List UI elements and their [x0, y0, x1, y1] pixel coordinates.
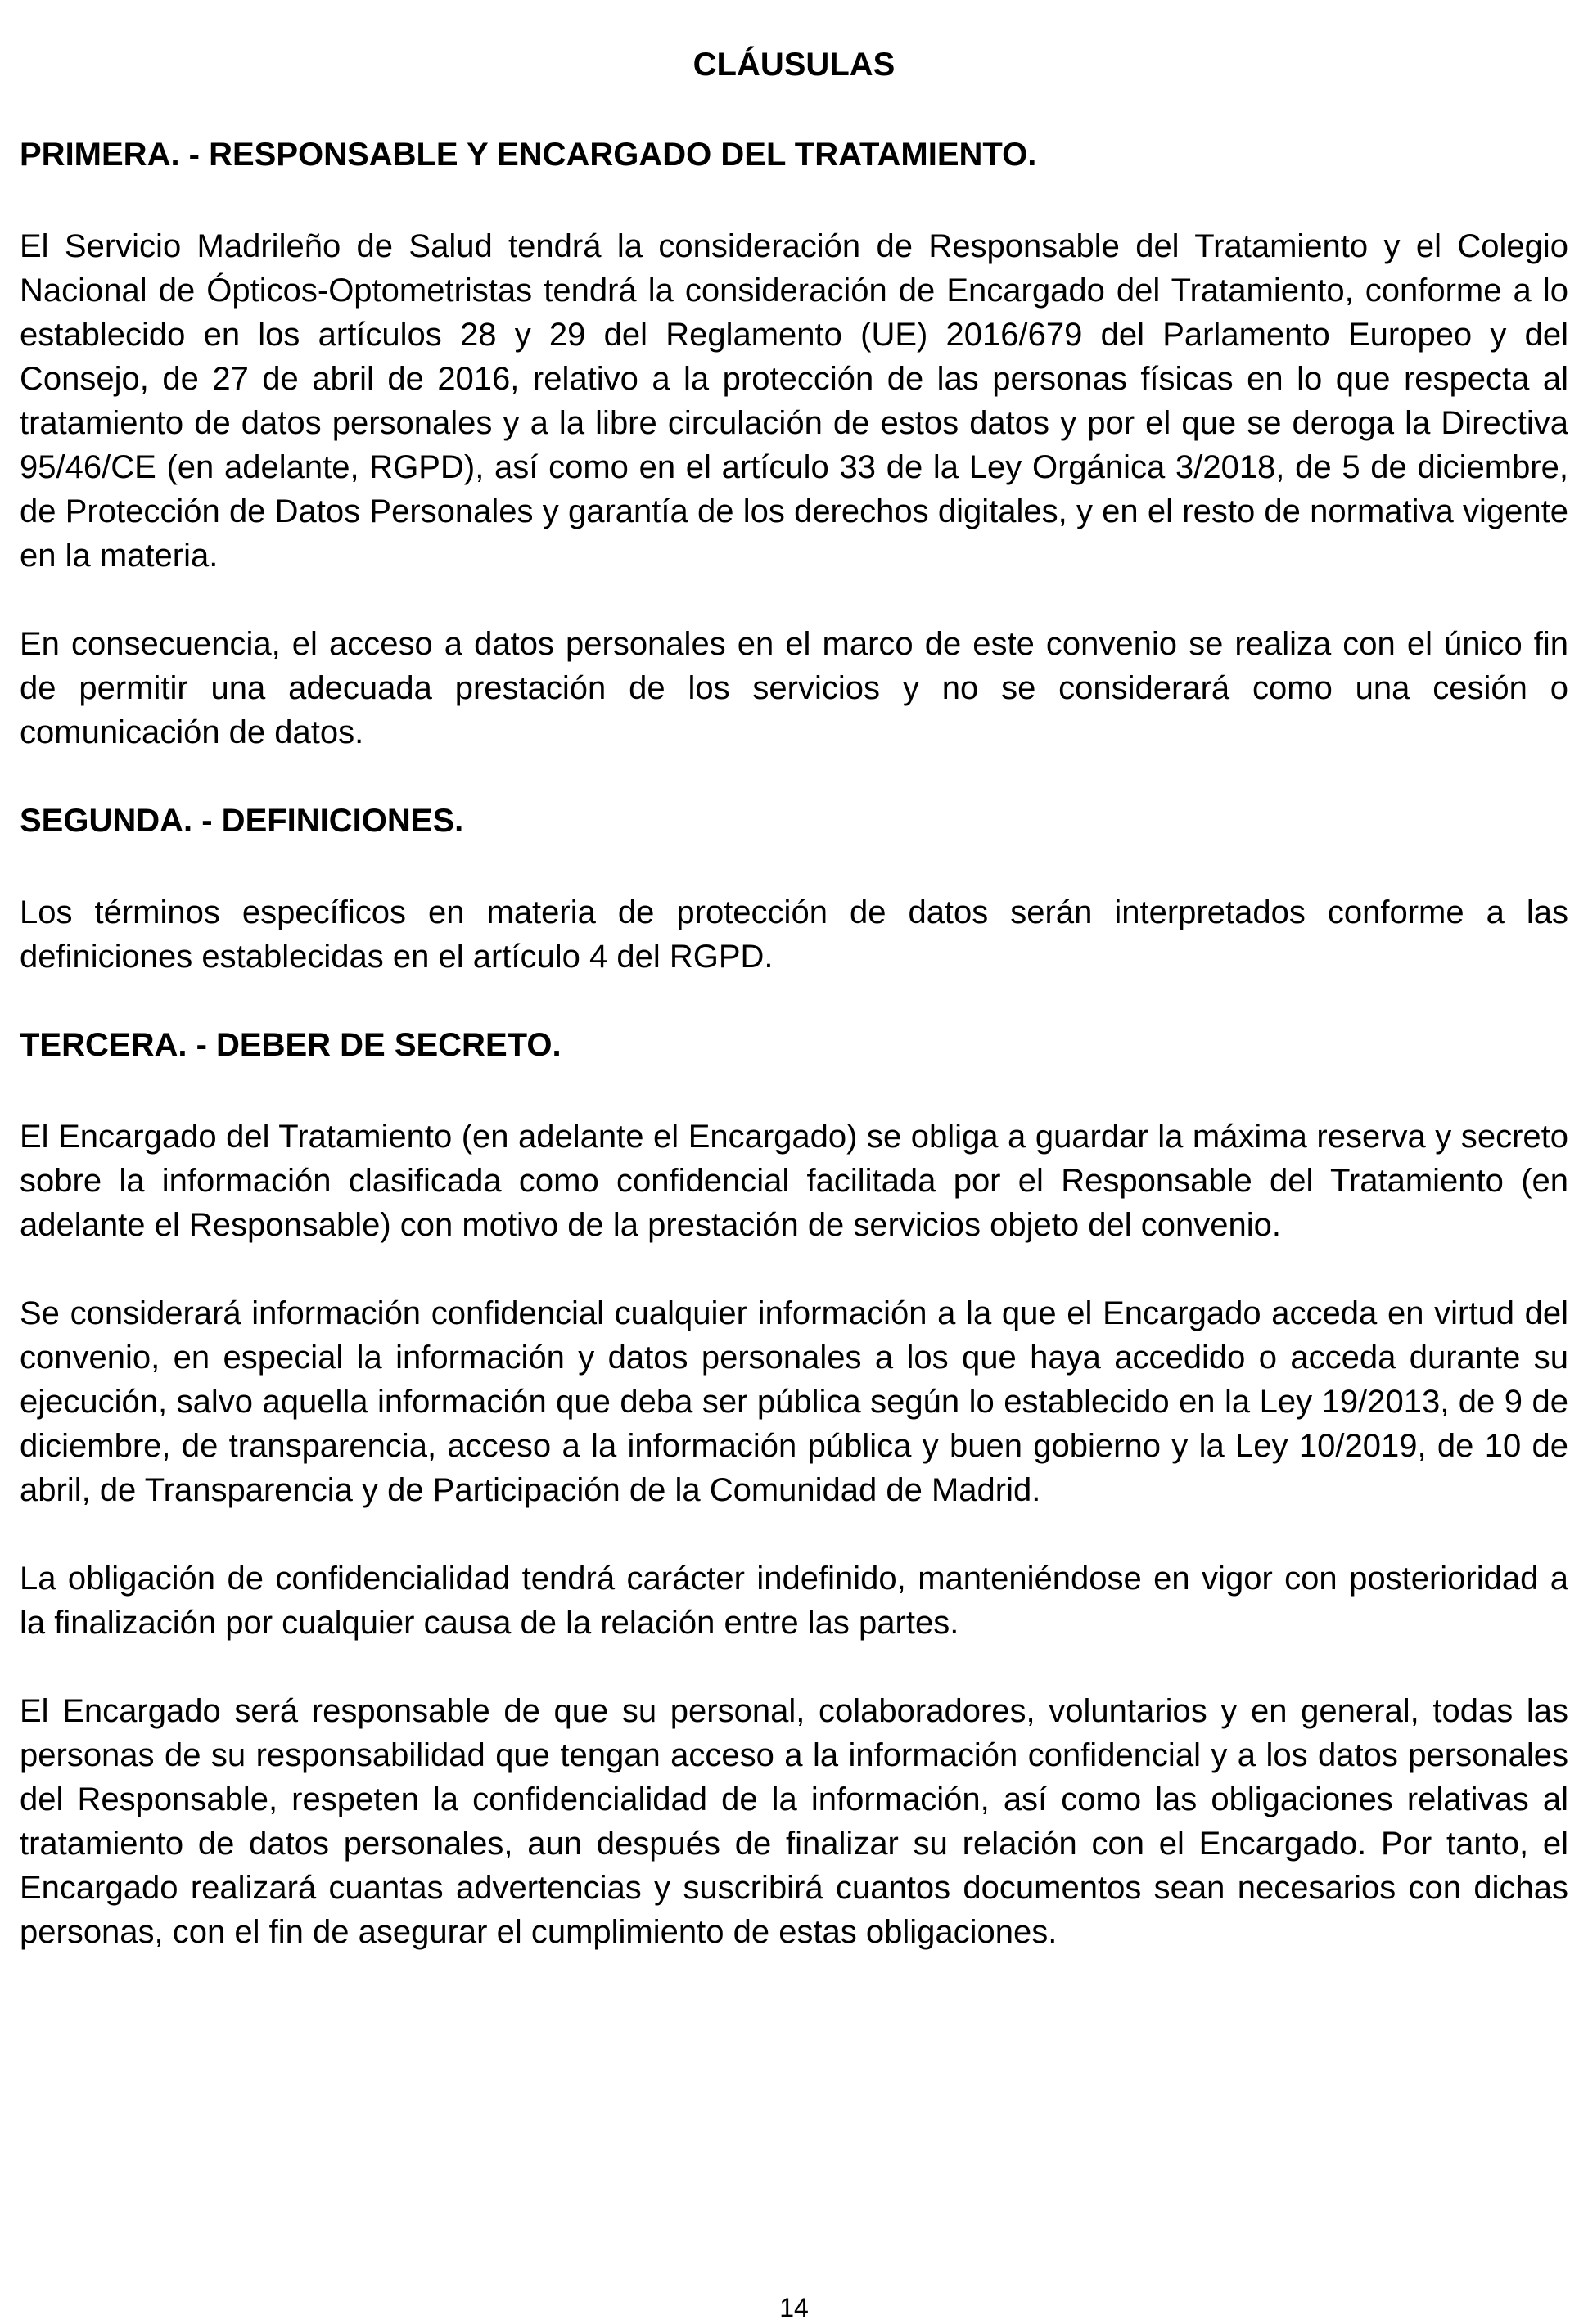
clause-primera [20, 133, 1568, 754]
clause-paragraph: En consecuencia, el acceso a datos personales en el marco de este convenio se realiza con el único fin de permitir una adecuada prestación de los servicios y no se considerará como una cesión o comunicación de datos. [20, 626, 1568, 750]
clause-heading: SEGUNDA. - DEFINICIONES. [20, 803, 464, 839]
clause-paragraph: Se considerará información confidencial cualquier información a la que el Encargado acceda en virtud del convenio, en especial la información y datos personales a los que haya accedido o acceda durante su ejecución, salvo aquella información que deba ser pública según lo establecido en la Ley 19/2013, de 9 de diciembre, de transparencia, acceso a la información pública y buen gobierno y la Ley 10/2019, de 10 de abril, de Transparencia y de Participación de la Comunidad de Madrid. [20, 1295, 1568, 1508]
document-title: CLÁUSULAS [692, 47, 896, 83]
clause-paragraph: El Servicio Madrileño de Salud tendrá la consideración de Responsable del Tratamiento y el Colegio Nacional de Ópticos-Optometristas tendrá la consideración de Encargado del Tratamiento, conforme a lo establecido en los artículos 28 y 29 del Reglamento (UE) 2016/679 del Parlamento Europeo y del Consejo, de 27 de abril de 2016, relativo a la protección de las personas físicas en lo que respecta al tratamiento de datos personales y a la libre circulación de estos datos y por el que se deroga la Directiva 95/46/CE (en adelante, RGPD), así como en el artículo 33 de la Ley Orgánica 3/2018, de 5 de diciembre, de Protección de Datos Personales y garantía de los derechos digitales, y en el resto de normativa vigente en la materia. [20, 228, 1568, 574]
clause-tercera [20, 1023, 1568, 1954]
clause-paragraph: Los términos específicos en materia de protección de datos serán interpretados conforme a las definiciones establecidas en el artículo 4 del RGPD. [20, 894, 1568, 975]
document-page [20, 43, 1568, 1998]
page-number: 14 [779, 2293, 809, 2322]
clause-paragraph: El Encargado será responsable de que su personal, colaboradores, voluntarios y en general, todas las personas de su responsabilidad que tengan acceso a la información confidencial y a los datos personales del Responsable, respeten la confidencialidad de la información, así como las obligaciones relativas al tratamiento de datos personales, aun después de finalizar su relación con el Encargado. Por tanto, el Encargado realizará cuantas advertencias y suscribirá cuantos documentos sean necesarios con dichas personas, con el fin de asegurar el cumplimiento de estas obligaciones. [20, 1693, 1568, 1950]
clause-paragraph: La obligación de confidencialidad tendrá carácter indefinido, manteniéndose en vigor con posterioridad a la finalización por cualquier causa de la relación entre las partes. [20, 1561, 1568, 1641]
clause-paragraph: El Encargado del Tratamiento (en adelante el Encargado) se obliga a guardar la máxima reserva y secreto sobre la información clasificada como confidencial facilitada por el Responsable del Tratamiento (en adelante el Responsable) con motivo de la prestación de servicios objeto del convenio. [20, 1119, 1568, 1243]
clause-heading: PRIMERA. - RESPONSABLE Y ENCARGADO DEL TRATAMIENTO. [20, 137, 1037, 173]
clause-segunda [20, 799, 1568, 979]
clause-heading: TERCERA. - DEBER DE SECRETO. [20, 1027, 562, 1063]
